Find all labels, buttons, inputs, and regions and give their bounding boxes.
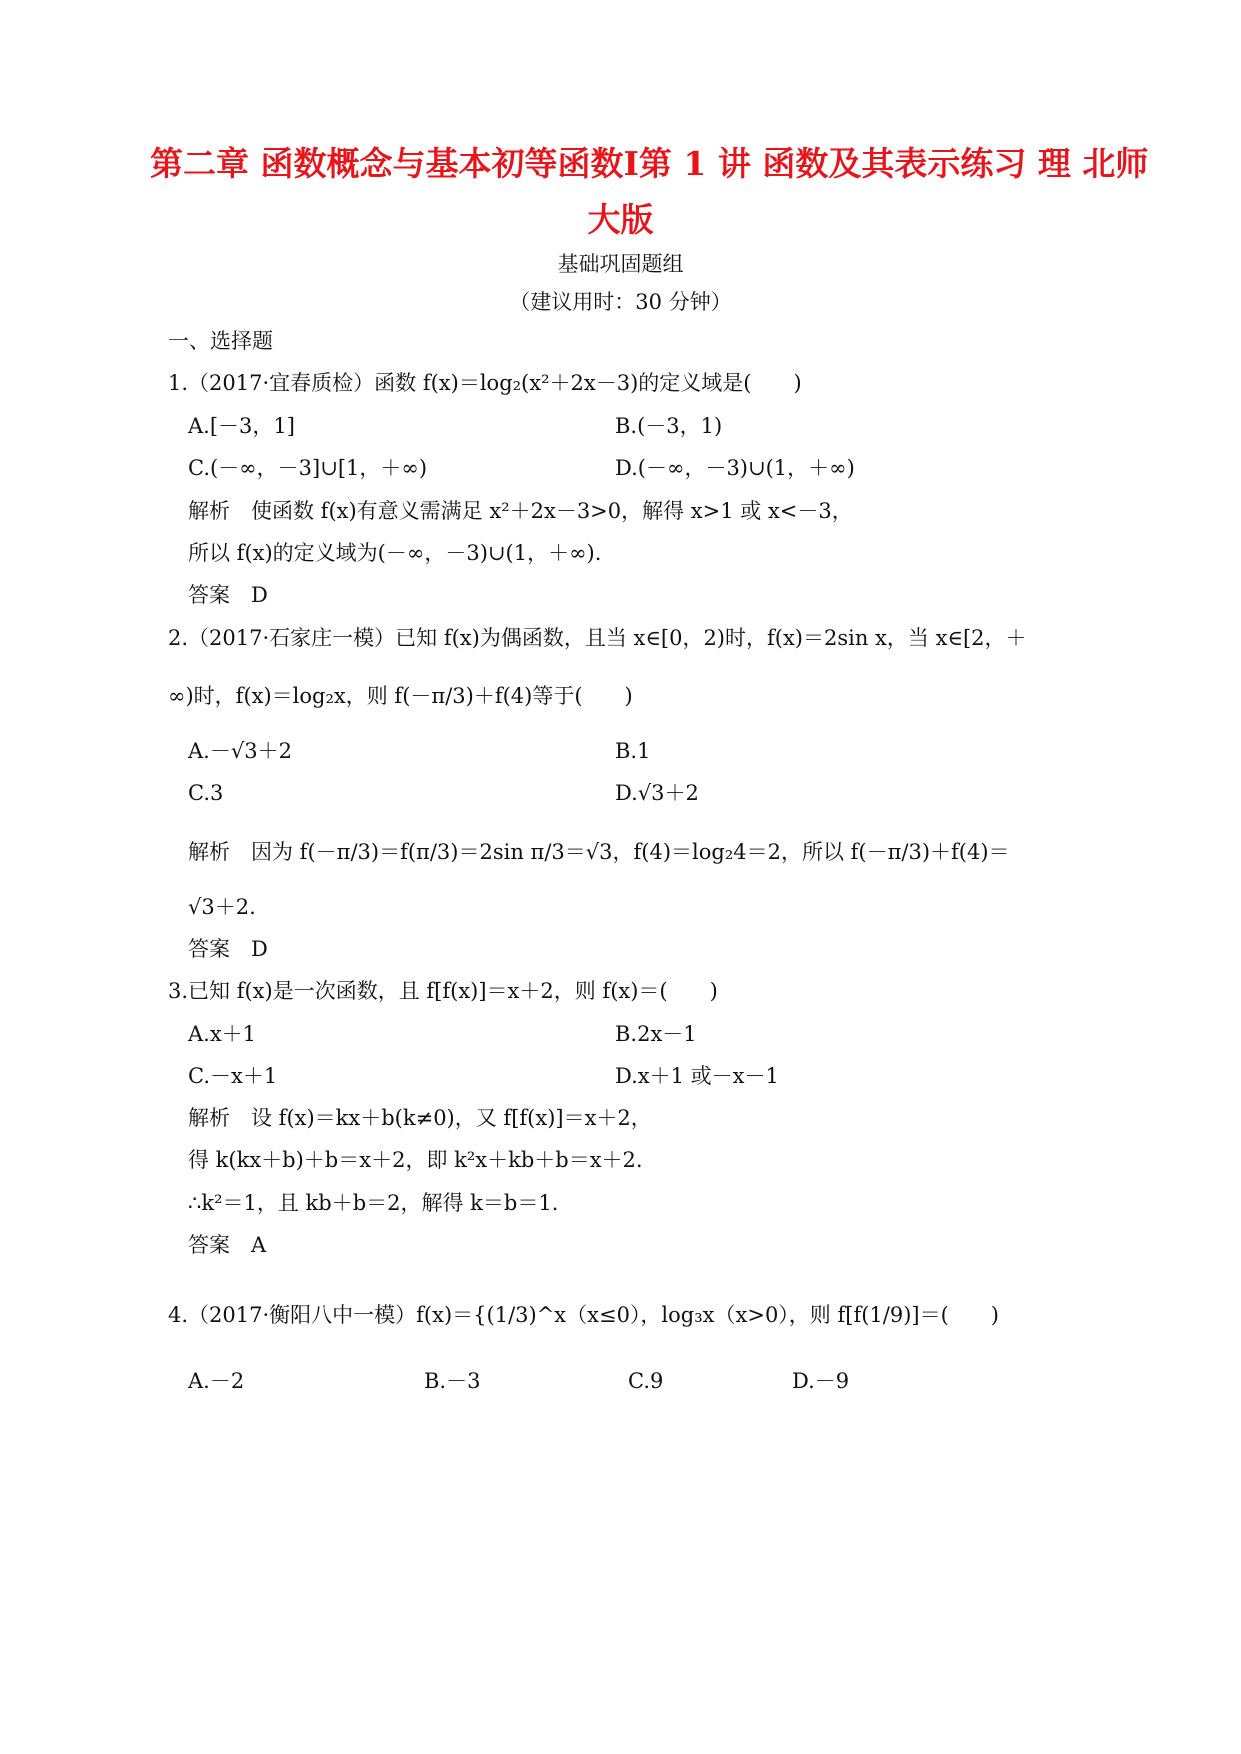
question-2-option-c: C.3 xyxy=(188,781,224,805)
section-heading: 一、选择题 xyxy=(168,329,273,353)
question-3-option-b: B.2x－1 xyxy=(615,1022,697,1046)
question-3-answer: 答案 A xyxy=(188,1233,267,1257)
question-2-analysis-line-2: √3＋2. xyxy=(188,895,256,919)
question-1-analysis-line-1: 解析 使函数 f(x)有意义需满足 x²＋2x－3>0，解得 x>1 或 x<－3， xyxy=(188,499,853,523)
question-1-option-b: B.(－3，1) xyxy=(615,414,723,438)
document-title-line-2: 大版 xyxy=(587,200,654,239)
document-title-line-1: 第二章 函数概念与基本初等函数Ⅰ第 1 讲 函数及其表示练习 理 北师 xyxy=(150,144,1149,183)
question-3-analysis-line-1: 解析 设 f(x)＝kx＋b(k≠0)，又 f[f(x)]＝x＋2， xyxy=(188,1106,652,1130)
question-2-stem-line-1: 2.（2017·石家庄一模）已知 f(x)为偶函数，且当 x∈[0，2)时，f(x)＝2sin x，当 x∈[2，＋ xyxy=(168,626,1027,650)
question-1-option-a: A.[－3，1] xyxy=(188,414,295,438)
question-3-option-c: C.－x＋1 xyxy=(188,1064,278,1088)
question-2-stem-line-2: ∞)时，f(x)＝log₂x，则 f(－π/3)＋f(4)等于( ) xyxy=(168,684,633,708)
question-4-option-a: A.－2 xyxy=(188,1369,245,1393)
question-1-analysis-line-2: 所以 f(x)的定义域为(－∞，－3)∪(1，＋∞). xyxy=(188,541,602,565)
question-4-option-c: C.9 xyxy=(628,1369,664,1393)
question-1-stem: 1.（2017·宜春质检）函数 f(x)＝log₂(x²＋2x－3)的定义域是( ) xyxy=(168,371,802,395)
question-4-option-d: D.－9 xyxy=(792,1369,850,1393)
question-3-analysis-line-3: ∴k²＝1，且 kb＋b＝2，解得 k＝b＝1. xyxy=(188,1191,559,1215)
question-4-option-b: B.－3 xyxy=(424,1369,481,1393)
question-2-option-d: D.√3＋2 xyxy=(615,781,699,805)
question-1-option-c: C.(－∞，－3]∪[1，＋∞) xyxy=(188,456,428,480)
question-3-option-d: D.x＋1 或－x－1 xyxy=(615,1064,779,1088)
time-note: （建议用时：30 分钟） xyxy=(509,290,732,314)
question-2-answer: 答案 D xyxy=(188,937,268,961)
question-3-analysis-line-2: 得 k(kx＋b)＋b＝x＋2，即 k²x＋kb＋b＝x＋2. xyxy=(188,1148,643,1172)
question-3-stem: 3.已知 f(x)是一次函数，且 f[f(x)]＝x＋2，则 f(x)＝( ) xyxy=(168,979,718,1003)
question-1-option-d: D.(－∞，－3)∪(1，＋∞) xyxy=(615,456,855,480)
question-2-option-a: A.－√3＋2 xyxy=(188,739,292,763)
question-2-option-b: B.1 xyxy=(615,739,651,763)
question-4-stem: 4.（2017·衡阳八中一模）f(x)＝{(1/3)^x（x≤0），log₃x（x>0），则 f[f(1/9)]＝( ) xyxy=(168,1303,999,1327)
question-1-answer: 答案 D xyxy=(188,583,268,607)
question-2-analysis-line-1: 解析 因为 f(－π/3)＝f(π/3)＝2sin π/3＝√3，f(4)＝log₂4＝2，所以 f(－π/3)＋f(4)＝ xyxy=(188,840,1010,864)
group-heading: 基础巩固题组 xyxy=(557,252,684,276)
question-3-option-a: A.x＋1 xyxy=(188,1022,257,1046)
